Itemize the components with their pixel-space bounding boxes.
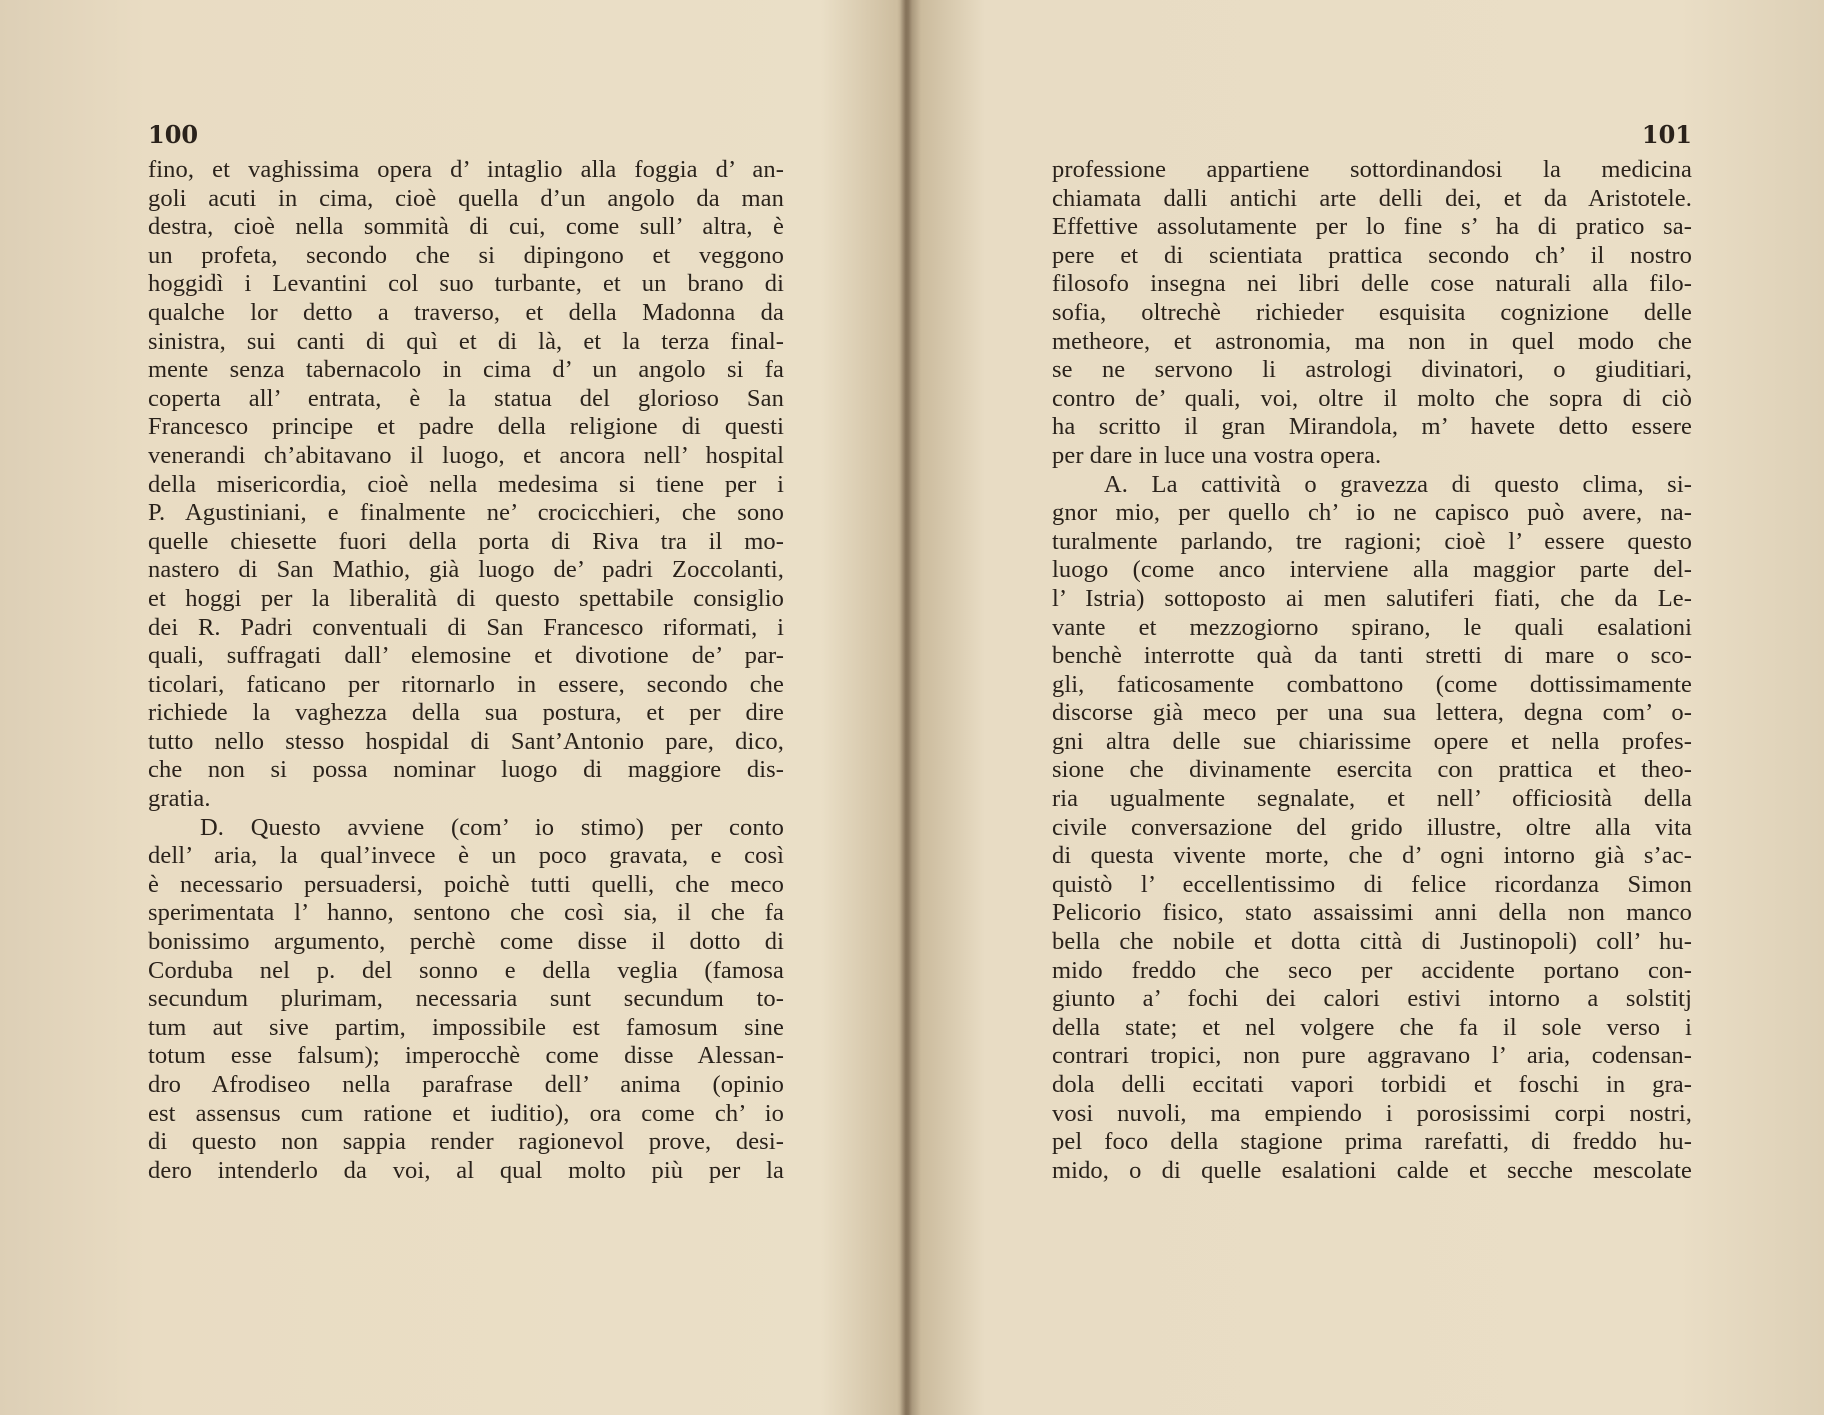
text-line: quelle chiesette fuori della porta di Riva tra il mo- xyxy=(148,527,784,555)
text-line: sperimentata l’ hanno, sentono che così sia, il che fa xyxy=(148,899,784,927)
text-line: pel foco della stagione prima rarefatti, di freddo hu- xyxy=(1052,1128,1692,1156)
text-line: è necessario persuadersi, poichè tutti quelli, che meco xyxy=(148,870,784,898)
text-line: di questo non sappia render ragionevol prove, desi- xyxy=(148,1128,784,1156)
text-line: tutto nello stesso hospidal di Sant’Antonio pare, dico, xyxy=(148,727,784,755)
text-line: mido freddo che seco per accidente portano con- xyxy=(1052,956,1692,984)
text-line: gli, faticosamente combattono (come dottissimamente xyxy=(1052,670,1692,698)
text-line: che non si possa nominar luogo di maggiore dis- xyxy=(148,756,784,784)
text-line: giunto a’ fochi dei calori estivi intorno a solstitj xyxy=(1052,985,1692,1013)
right-page-text xyxy=(1052,156,1692,1185)
text-line: gni altra delle sue chiarissime opere et nella profes- xyxy=(1052,727,1692,755)
text-line: Francesco principe et padre della religione di questi xyxy=(148,413,784,441)
page-number-left: 100 xyxy=(148,120,199,149)
text-line: luogo (come anco interviene alla maggior parte del- xyxy=(1052,556,1692,584)
text-line: di questa vivente morte, che d’ ogni intorno già s’ac- xyxy=(1052,842,1692,870)
text-line: nastero di San Mathio, già luogo de’ padri Zoccolanti, xyxy=(148,556,784,584)
text-line: l’ Istria) sottoposto ai men salutiferi fiati, che da Le- xyxy=(1052,584,1692,612)
text-line: tum aut sive partim, impossibile est famosum sine xyxy=(148,1013,784,1041)
text-line: professione appartiene sottordinandosi la medicina xyxy=(1052,156,1692,183)
text-line: richiede la vaghezza della sua postura, et per dire xyxy=(148,699,784,727)
text-line: vante et mezzogiorno spirano, le quali esalationi xyxy=(1052,613,1692,641)
text-line: coperta all’ entrata, è la statua del glorioso San xyxy=(148,384,784,412)
right-page xyxy=(1052,118,1692,1185)
text-line: quistò l’ eccellentissimo di felice ricordanza Simon xyxy=(1052,870,1692,898)
text-line: Corduba nel p. del sonno e della veglia (famosa xyxy=(148,956,784,984)
left-page-text xyxy=(148,156,784,1185)
text-line: dei R. Padri conventuali di San Francesco riformati, i xyxy=(148,613,784,641)
book-spine xyxy=(900,0,912,1415)
text-line: dro Afrodiseo nella parafrase dell’ anima (opinio xyxy=(148,1071,784,1098)
text-line: sione che divinamente esercita con prattica et theo- xyxy=(1052,756,1692,784)
text-line: destra, cioè nella sommità di cui, come sull’ altra, è xyxy=(148,213,784,241)
text-line: P. Agustiniani, e finalmente ne’ crocicchieri, che sono xyxy=(148,499,784,527)
text-line: fino, et vaghissima opera d’ intaglio alla foggia d’ an- xyxy=(148,156,784,183)
text-line: qualche lor detto a traverso, et della Madonna da xyxy=(148,298,784,326)
text-line: est assensus cum ratione et iuditio), ora come ch’ io xyxy=(148,1099,784,1127)
text-line: goli acuti in cima, cioè quella d’un angolo da man xyxy=(148,184,784,212)
text-line: D. Questo avviene (com’ io stimo) per conto xyxy=(200,813,784,841)
text-line: contro de’ quali, voi, oltre il molto che sopra di ciò xyxy=(1052,384,1692,412)
text-line: benchè interrotte quà da tanti stretti di mare o sco- xyxy=(1052,642,1692,670)
text-line: et hoggi per la liberalità di questo spettabile consiglio xyxy=(148,584,784,612)
text-line: pere et di scientiata prattica secondo ch’ il nostro xyxy=(1052,241,1692,269)
text-line: contrari tropici, non pure aggravano l’ aria, codensan- xyxy=(1052,1042,1692,1070)
text-line: ha scritto il gran Mirandola, m’ havete detto essere xyxy=(1052,413,1692,441)
text-line: venerandi ch’abitavano il luogo, et ancora nell’ hospital xyxy=(148,441,784,469)
text-line: filosofo insegna nei libri delle cose naturali alla filo- xyxy=(1052,270,1692,298)
text-line: metheore, et astronomia, ma non in quel modo che xyxy=(1052,327,1692,355)
text-line: secundum plurimam, necessaria sunt secundum to- xyxy=(148,985,784,1013)
page-number-right: 101 xyxy=(1641,120,1692,149)
text-line: un profeta, secondo che si dipingono et veggono xyxy=(148,241,784,269)
left-page xyxy=(148,118,784,1185)
text-line: sofia, oltrechè richieder esquisita cognizione delle xyxy=(1052,298,1692,326)
text-line: ria ugualmente segnalate, et nell’ officiosità della xyxy=(1052,785,1692,813)
text-line: Effettive assolutamente per lo fine s’ ha di pratico sa- xyxy=(1052,213,1692,241)
text-line: della state; et nel volgere che fa il sole verso i xyxy=(1052,1013,1692,1041)
text-line: discorse già meco per una sua lettera, degna com’ o- xyxy=(1052,699,1692,727)
text-line: turalmente parlando, tre ragioni; cioè l’ essere questo xyxy=(1052,527,1692,555)
text-line: ticolari, faticano per ritornarlo in essere, secondo che xyxy=(148,670,784,698)
text-line: civile conversazione del grido illustre, oltre alla vita xyxy=(1052,813,1692,841)
text-line: dell’ aria, la qual’invece è un poco gravata, e così xyxy=(148,842,784,870)
text-line: della misericordia, cioè nella medesima si tiene per i xyxy=(148,470,784,498)
text-line: dero intenderlo da voi, al qual molto più per la xyxy=(148,1156,784,1184)
text-line: se ne servono li astrologi divinatori, o giuditiari, xyxy=(1052,356,1692,384)
text-line: chiamata dalli antichi arte delli dei, et da Aristotele. xyxy=(1052,184,1692,212)
text-line: bonissimo argumento, perchè come disse il dotto di xyxy=(148,928,784,956)
text-line: mente senza tabernacolo in cima d’ un angolo si fa xyxy=(148,356,784,384)
text-line: mido, o di quelle esalationi calde et secche mescolate xyxy=(1052,1156,1692,1184)
text-line: gnor mio, per quello ch’ io ne capisco può avere, na- xyxy=(1052,499,1692,527)
text-line: hoggidì i Levantini col suo turbante, et un brano di xyxy=(148,270,784,298)
text-line: dola delli eccitati vapori torbidi et foschi in gra- xyxy=(1052,1071,1692,1098)
text-line: quali, suffragati dall’ elemosine et divotione de’ par- xyxy=(148,642,784,670)
text-line: sinistra, sui canti di quì et di là, et la terza final- xyxy=(148,327,784,355)
text-line: per dare in luce una vostra opera. xyxy=(1052,441,1382,469)
text-line: vosi nuvoli, ma empiendo i porosissimi corpi nostri, xyxy=(1052,1099,1692,1127)
text-line: bella che nobile et dotta città di Justinopoli) coll’ hu- xyxy=(1052,928,1692,956)
text-line: A. La cattività o gravezza di questo clima, si- xyxy=(1104,470,1692,498)
text-line: totum esse falsum); imperocchè come disse Alessan- xyxy=(148,1042,784,1070)
text-line: gratia. xyxy=(148,785,211,813)
text-line: Pelicorio fisico, stato assaissimi anni della non manco xyxy=(1052,899,1692,927)
